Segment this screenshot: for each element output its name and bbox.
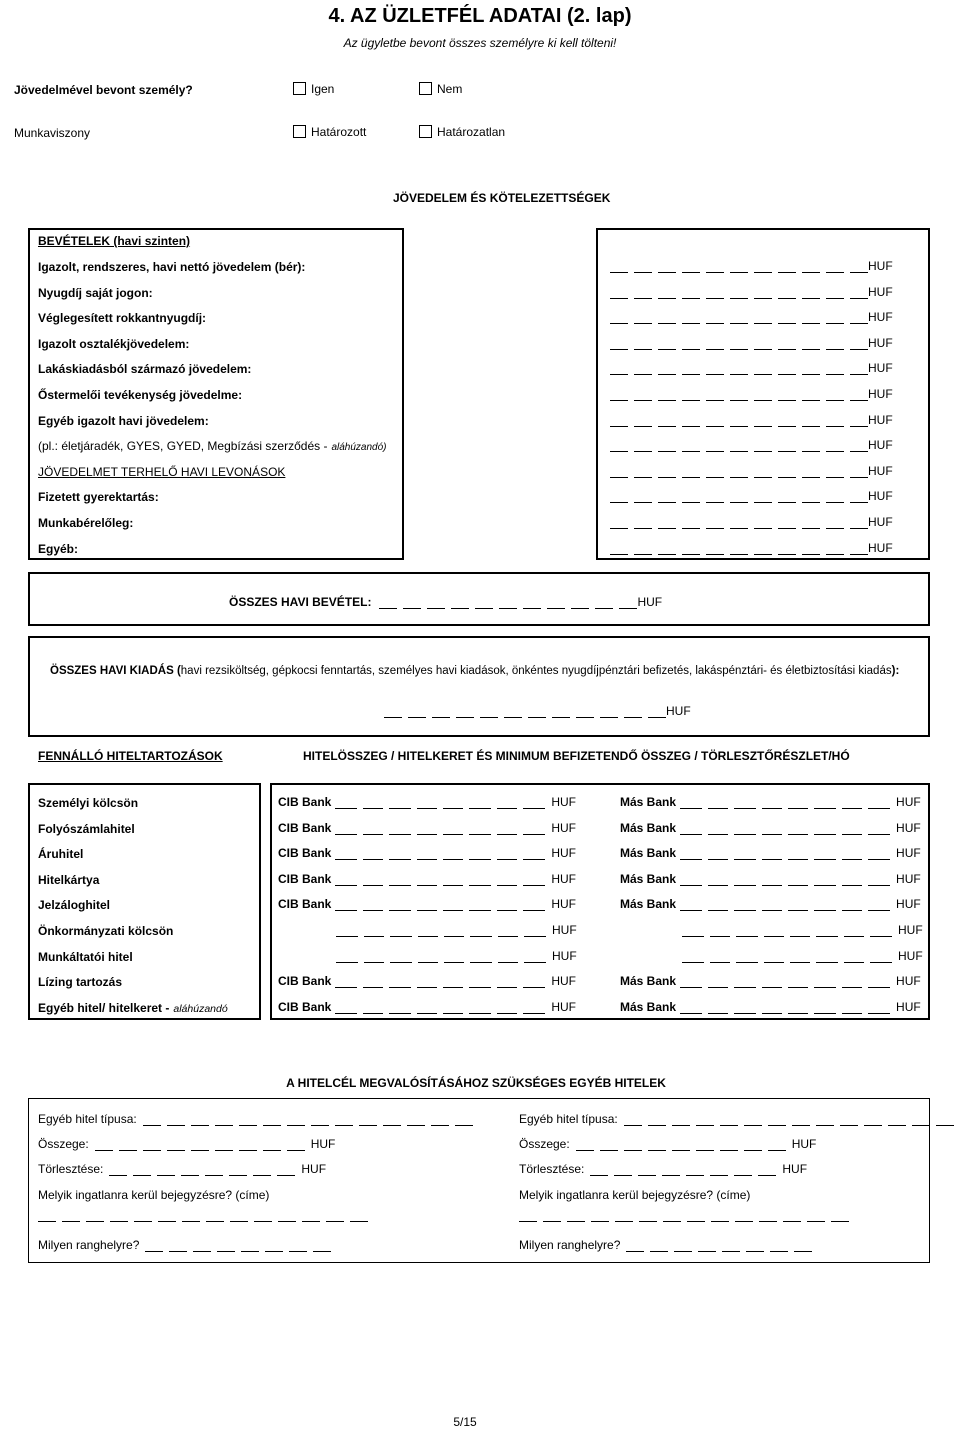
income-row-field: [610, 259, 893, 273]
other-bank-label: Más Bank: [620, 974, 677, 989]
debt-type: Személyi kölcsön: [38, 796, 139, 810]
debt-row-label: [38, 924, 173, 938]
q2-option-hatarozott[interactable]: Határozott: [293, 125, 366, 139]
loan-amount: [519, 1137, 816, 1151]
total-income-currency: HUF: [637, 595, 663, 609]
cib-bank-label: CIB Bank: [278, 897, 332, 912]
debt-row-label: [38, 796, 138, 810]
loan-type: [519, 1112, 954, 1126]
loan-type-label: Egyéb hitel típusa:: [38, 1112, 137, 1126]
currency-label: HUF: [896, 999, 921, 1014]
cib-amount-input[interactable]: [336, 926, 546, 937]
cib-amount-input[interactable]: [335, 1003, 545, 1014]
loan-amount-input[interactable]: [576, 1140, 786, 1151]
income-row-field: [610, 438, 893, 452]
page-number: 5/15: [453, 1415, 477, 1429]
debt-row-label: [38, 847, 83, 861]
debt-type: Jelzáloghitel: [38, 898, 111, 913]
loan-installment-input[interactable]: [109, 1165, 295, 1176]
income-row-label: [38, 414, 209, 428]
currency-label: HUF: [551, 974, 577, 989]
debt-cib-field: [278, 974, 576, 988]
currency-label: HUF: [868, 540, 893, 555]
loan-type-label: Egyéb hitel típusa:: [519, 1112, 618, 1126]
loan-property: [38, 1188, 275, 1202]
other-amount-input[interactable]: [680, 824, 890, 835]
income-amount-input[interactable]: [610, 390, 868, 401]
income-row-label: [38, 311, 206, 325]
debt-type: Egyéb hitel/ hitelkeret -: [38, 1000, 170, 1015]
cib-amount-input[interactable]: [335, 900, 545, 911]
debt-type: Hitelkártya: [38, 872, 100, 887]
loan-installment: [38, 1162, 326, 1176]
income-amount-input[interactable]: [610, 441, 868, 452]
other-bank-label: Más Bank: [620, 820, 677, 835]
currency-label: HUF: [868, 284, 893, 299]
loan-rank-input[interactable]: [626, 1241, 812, 1252]
other-bank-label: Más Bank: [620, 999, 677, 1014]
cib-amount-input[interactable]: [335, 977, 545, 988]
income-row-text: Igazolt osztalékjövedelem:: [38, 336, 190, 351]
debt-cib-field: [278, 846, 576, 860]
currency-label: HUF: [896, 871, 921, 886]
cib-bank-label: CIB Bank: [278, 846, 332, 861]
other-bank-label: Más Bank: [620, 897, 677, 912]
total-income-row: [229, 595, 662, 609]
income-row-text: Egyéb:: [38, 541, 79, 556]
debt-other-field: [620, 846, 921, 860]
other-loans-title: A HITELCÉL MEGVALÓSÍTÁSÁHOZ SZÜKSÉGES EGYÉB HITELEK: [286, 1076, 666, 1090]
income-row-text: Őstermelői tevékenység jövedelme:: [38, 388, 243, 402]
income-row-text: Véglegesített rokkantnyugdíj:: [38, 311, 207, 326]
income-row-field: [610, 515, 893, 529]
income-row-label: [38, 337, 189, 351]
loan-type: [38, 1112, 473, 1126]
income-row-label: [38, 388, 242, 402]
income-row-label: [38, 260, 305, 274]
currency-label: HUF: [552, 923, 577, 937]
loan-property-address: [519, 1211, 849, 1222]
total-income-label: ÖSSZES HAVI BEVÉTEL:: [229, 595, 372, 609]
income-row-field: [610, 361, 893, 375]
income-row-label: [38, 516, 133, 530]
currency-label: HUF: [551, 846, 577, 861]
income-amount-input[interactable]: [610, 544, 868, 555]
income-amount-input[interactable]: [610, 262, 868, 273]
debt-cib-field: [278, 872, 576, 886]
loan-amount-label: Összege:: [519, 1137, 570, 1151]
loan-amount-label: Összege:: [38, 1137, 89, 1151]
income-amount-input[interactable]: [610, 339, 868, 350]
income-row-text: Munkabérelőleg:: [38, 516, 134, 530]
debt-other-field: [620, 897, 921, 911]
currency-label: HUF: [896, 974, 921, 989]
other-amount-input[interactable]: [680, 900, 890, 911]
currency-label: HUF: [551, 871, 577, 886]
cib-bank-label: CIB Bank: [278, 999, 332, 1014]
checkbox-igen[interactable]: [293, 82, 306, 95]
cib-amount-input[interactable]: [336, 952, 546, 963]
loan-property-label: Melyik ingatlanra kerül bejegyzésre? (címe): [519, 1188, 751, 1202]
loan-amount-input[interactable]: [95, 1140, 305, 1151]
checkbox-nem[interactable]: [419, 82, 432, 95]
other-amount-input[interactable]: [682, 926, 892, 937]
currency-label: HUF: [868, 438, 893, 453]
currency-label: HUF: [551, 820, 577, 835]
currency-label: HUF: [551, 795, 577, 809]
debt-cib-field: [278, 795, 576, 809]
loan-rank-input[interactable]: [145, 1241, 331, 1252]
debt-row-label: [38, 950, 133, 964]
loan-property-address-input[interactable]: [519, 1211, 849, 1222]
other-amount-input[interactable]: [680, 875, 890, 886]
currency-label: HUF: [896, 820, 921, 835]
income-row-label: [38, 362, 251, 376]
income-amount-input[interactable]: [610, 364, 868, 375]
currency-label: HUF: [868, 515, 893, 529]
currency-label: HUF: [551, 897, 577, 912]
currency-label: HUF: [898, 948, 923, 963]
currency-label: HUF: [868, 412, 893, 427]
debt-type: Lízing tartozás: [38, 975, 123, 990]
loan-rank-label: Milyen ranghelyre?: [38, 1238, 140, 1252]
other-bank-label: Más Bank: [620, 795, 677, 809]
income-row-field: [610, 336, 893, 350]
income-row-text: Fizetett gyerektartás:: [38, 490, 159, 505]
income-row-text: Nyugdíj saját jogon:: [38, 285, 153, 300]
underline-note: aláhúzandó): [331, 442, 387, 454]
debt-other-field: [682, 923, 923, 937]
income-row-field: [610, 285, 893, 299]
other-amount-input[interactable]: [680, 977, 890, 988]
income-amount-input[interactable]: [610, 467, 868, 478]
debt-other-field: [620, 821, 921, 835]
debt-type: Folyószámlahitel: [38, 821, 135, 836]
other-amount-input[interactable]: [680, 1003, 890, 1014]
debt-other-field: [620, 795, 921, 809]
loan-type-input[interactable]: [624, 1115, 954, 1126]
currency-label: HUF: [868, 387, 893, 401]
income-row-field: [610, 413, 893, 427]
debt-row-label: [38, 873, 99, 887]
total-expense-text: ÖSSZES HAVI KIADÁS (havi rezsiköltség, gépkocsi fenntartás, személyes havi kiadások, önkéntes nyugdíjpénztári befizetés, lakáspénztári- és életbiztosítási kiadás):: [50, 665, 900, 677]
currency-label: HUF: [301, 1162, 327, 1176]
income-row-label: [38, 465, 285, 479]
income-row-label: [38, 286, 153, 300]
loan-installment-label: Törlesztése:: [38, 1162, 104, 1176]
section-title-income: JÖVEDELEM ÉS KÖTELEZETTSÉGEK: [393, 191, 611, 205]
income-row-field: [610, 541, 893, 555]
total-expense-row: [384, 704, 691, 718]
income-row-text: JÖVEDELMET TERHELŐ HAVI LEVONÁSOK: [38, 464, 286, 479]
page-title: 4. AZ ÜZLETFÉL ADATAI (2. lap): [328, 5, 632, 27]
other-amount-input[interactable]: [680, 798, 890, 809]
currency-label: HUF: [791, 1137, 817, 1151]
loan-rank-label: Milyen ranghelyre?: [519, 1238, 621, 1252]
income-row-field: [610, 489, 893, 503]
income-row-text: Igazolt, rendszeres, havi nettó jövedelem (bér):: [38, 260, 306, 274]
loan-rank: [519, 1238, 812, 1252]
income-heading: BEVÉTELEK (havi szinten): [38, 234, 191, 248]
currency-label: HUF: [552, 948, 577, 963]
loan-type-input[interactable]: [143, 1115, 473, 1126]
income-row-text: Egyéb igazolt havi jövedelem:: [38, 413, 209, 428]
debt-other-field: [620, 974, 921, 988]
total-expense-currency: HUF: [666, 704, 691, 718]
debt-row-label: [38, 898, 110, 912]
checkbox-hatarozott[interactable]: [293, 125, 306, 138]
other-bank-label: Más Bank: [620, 846, 677, 861]
currency-label: HUF: [551, 999, 577, 1014]
checkbox-hatarozatlan[interactable]: [419, 125, 432, 138]
income-amount-input[interactable]: [610, 313, 868, 324]
q2-option-hatarozatlan[interactable]: Határozatlan: [419, 125, 505, 139]
cib-bank-label: CIB Bank: [278, 871, 332, 886]
currency-label: HUF: [896, 795, 921, 809]
q1-option-igen[interactable]: Igen: [293, 82, 334, 96]
loan-property-label: Melyik ingatlanra kerül bejegyzésre? (címe): [38, 1188, 270, 1202]
page-subtitle: Az ügyletbe bevont összes személyre ki kell tölteni!: [343, 36, 617, 50]
loan-installment-label: Törlesztése:: [519, 1162, 585, 1176]
debt-cib-field: [278, 897, 576, 911]
debt-cib-field: [278, 821, 576, 835]
currency-label: HUF: [868, 259, 893, 273]
debts-heading-left: FENNÁLLÓ HITELTARTOZÁSOK: [38, 749, 223, 763]
income-row-label: [38, 490, 159, 504]
total-expense-box: [28, 636, 930, 737]
underline-note: aláhúzandó: [173, 1002, 228, 1015]
cib-amount-input[interactable]: [335, 849, 545, 860]
debt-row-label: [38, 822, 135, 836]
cib-bank-label: CIB Bank: [278, 795, 332, 809]
loan-installment-input[interactable]: [590, 1165, 776, 1176]
currency-label: HUF: [868, 335, 893, 350]
income-amount-input[interactable]: [610, 288, 868, 299]
currency-label: HUF: [868, 489, 893, 504]
cib-bank-label: CIB Bank: [278, 974, 332, 989]
debt-cib-field: [278, 1000, 576, 1014]
loan-installment: [519, 1162, 807, 1176]
q2-label: Munkaviszony: [14, 126, 91, 140]
debts-heading-right: HITELÖSSZEG / HITELKERET ÉS MINIMUM BEFIZETENDŐ ÖSSZEG / TÖRLESZTŐRÉSZLET/HÓ: [303, 749, 850, 763]
total-income-field[interactable]: [379, 598, 637, 609]
loan-property: [519, 1188, 756, 1202]
income-row-field: [610, 310, 893, 324]
income-amount-input[interactable]: [610, 416, 868, 427]
debt-type: Munkáltatói hitel: [38, 949, 133, 964]
currency-label: HUF: [896, 846, 921, 861]
currency-label: HUF: [868, 463, 893, 478]
cib-amount-input[interactable]: [335, 875, 545, 886]
income-amount-input[interactable]: [610, 492, 868, 503]
income-row-text: (pl.: életjáradék, GYES, GYED, Megbízási szerződés -: [38, 439, 328, 454]
currency-label: HUF: [782, 1162, 808, 1176]
income-row-field: [610, 464, 893, 478]
income-row-field: [610, 387, 893, 401]
cib-amount-input[interactable]: [335, 824, 545, 835]
cib-bank-label: CIB Bank: [278, 820, 332, 835]
currency-label: HUF: [310, 1137, 336, 1151]
currency-label: HUF: [868, 361, 893, 376]
debt-type: Áruhitel: [38, 847, 84, 862]
income-row-text: Lakáskiadásból származó jövedelem:: [38, 362, 252, 377]
other-bank-label: Más Bank: [620, 871, 677, 886]
loan-property-address-input[interactable]: [38, 1211, 368, 1222]
other-amount-input[interactable]: [682, 952, 892, 963]
debt-other-field: [620, 872, 921, 886]
loan-rank: [38, 1238, 331, 1252]
other-amount-input[interactable]: [680, 849, 890, 860]
loan-amount: [38, 1137, 335, 1151]
total-expense-field[interactable]: [384, 707, 666, 718]
income-amount-input[interactable]: [610, 518, 868, 529]
debt-cib-field: [336, 949, 577, 963]
loan-property-address: [38, 1211, 368, 1222]
currency-label: HUF: [898, 923, 923, 937]
currency-label: HUF: [896, 897, 921, 912]
cib-amount-input[interactable]: [335, 798, 545, 809]
debt-row-label: [38, 1001, 228, 1015]
currency-label: HUF: [868, 310, 893, 325]
income-row-label: [38, 542, 78, 556]
debt-row-label: [38, 975, 122, 989]
debt-other-field: [620, 1000, 921, 1014]
debt-other-field: [682, 949, 923, 963]
income-row-label: [38, 439, 387, 453]
q1-label: Jövedelmével bevont személy?: [14, 83, 193, 97]
debt-cib-field: [336, 923, 577, 937]
q1-option-nem[interactable]: Nem: [419, 82, 462, 96]
debt-type: Önkormányzati kölcsön: [38, 924, 174, 938]
